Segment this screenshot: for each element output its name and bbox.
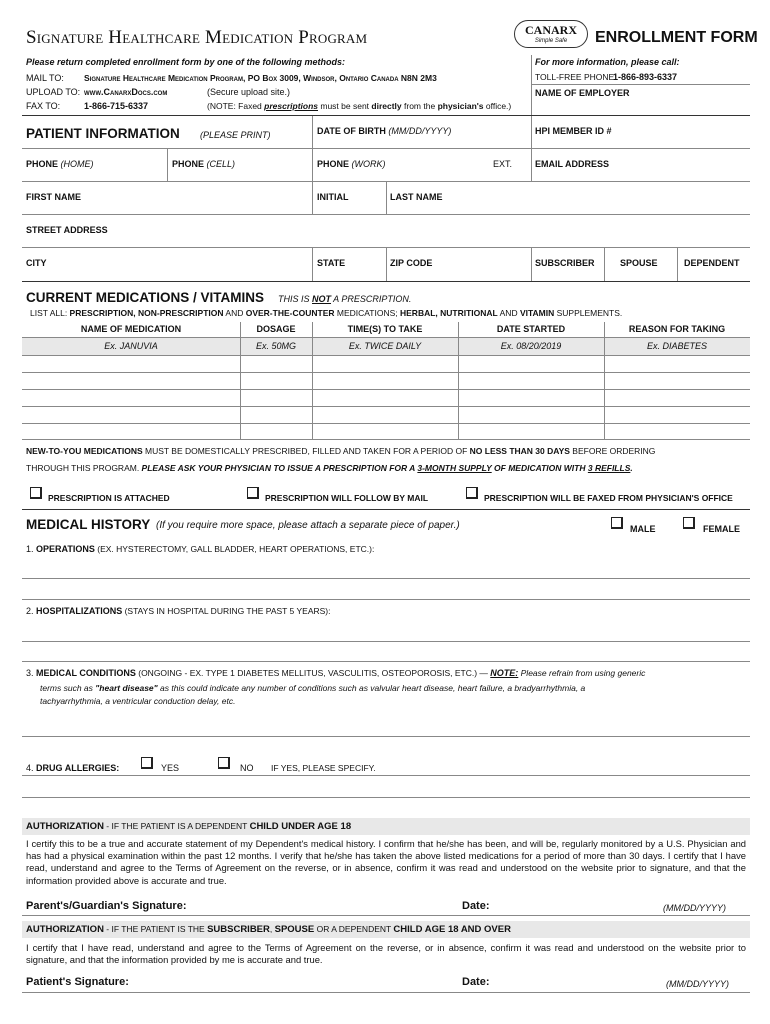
hpi-label: HPI MEMBER ID # [535,126,612,136]
email-label: EMAIL ADDRESS [535,159,610,169]
medications-heading-note: THIS IS NOT A PRESCRIPTION. [278,294,412,304]
fax-label: FAX TO: [26,101,61,111]
drug-allergies-line[interactable] [22,797,750,798]
city-label: CITY [26,258,47,268]
prescription-fax-label: PRESCRIPTION WILL BE FAXED FROM PHYSICIAN'S OFFICE [484,493,733,503]
example-medication: Ex. JANUVIA [104,341,158,351]
dob-label: DATE OF BIRTH (MM/DD/YYYY) [317,126,452,136]
dependent-label[interactable]: DEPENDENT [684,258,740,268]
patient-heading: PATIENT INFORMATION [26,126,180,141]
prescription-attached-label: PRESCRIPTION IS ATTACHED [48,493,170,503]
guardian-date-label: Date: [462,900,490,912]
drug-allergies-line[interactable] [22,775,750,776]
phone-work-label: PHONE (WORK) [317,159,386,169]
ask-physician-notice: THROUGH THIS PROGRAM. PLEASE ASK YOUR PHYSICIAN TO ISSUE A PRESCRIPTION FOR A 3-MONTH SUPPLY OF MEDICATION WITH 3 REFILLS. [26,463,633,473]
program-title: Signature Healthcare Medication Program [26,27,368,48]
first-name-label: FIRST NAME [26,192,81,202]
medication-row-line[interactable] [22,372,750,373]
auth-subscriber-heading: AUTHORIZATION - IF THE PATIENT IS THE SUBSCRIBER, SPOUSE OR A DEPENDENT CHILD AGE 18 AND OVER [26,924,511,935]
allergies-yes-checkbox[interactable] [141,757,153,769]
allergies-no-label: NO [240,763,254,773]
patient-signature-line[interactable] [22,992,750,993]
patient-date-format: (MM/DD/YYYY) [666,979,729,989]
guardian-date-format: (MM/DD/YYYY) [663,903,726,913]
upload-label: UPLOAD TO: [26,87,81,97]
history-heading: MEDICAL HISTORY [26,517,151,532]
male-label: MALE [630,524,656,534]
example-dosage: Ex. 50MG [255,341,296,351]
street-label: STREET ADDRESS [26,225,108,235]
medications-heading: CURRENT MEDICATIONS / VITAMINS [26,290,264,305]
allergies-specify-label: IF YES, PLEASE SPECIFY. [271,763,376,773]
col-times-to-take: TIME(S) TO TAKE [347,324,423,334]
fax-note: (NOTE: Faxed prescriptions must be sent directly from the physician's office.) [207,101,512,111]
ext-label: EXT. [493,159,513,169]
example-date: Ex. 08/20/2019 [500,341,562,351]
logo-subtext: Simple Safe [534,38,568,44]
guardian-signature-line[interactable] [22,915,750,916]
female-checkbox[interactable] [683,517,695,529]
initial-label: INITIAL [317,192,349,202]
allergies-yes-label: YES [161,763,180,773]
subscriber-label[interactable]: SUBSCRIBER [535,258,595,268]
auth-subscriber-text: I certify that I have read, understand and agree to the Terms of Agreement on the reverse, or in absence, confirm it was read and understood on the website prior to signature, and that the information provided by me is accurate and true. [26,942,746,966]
new-to-you-notice: NEW-TO-YOU MEDICATIONS MUST BE DOMESTICALLY PRESCRIBED, FILLED AND TAKEN FOR A PERIOD OF NO LESS THAN 30 DAYS BEFORE ORDERING [26,446,656,456]
medication-row-line[interactable] [22,406,750,407]
patient-heading-note: (PLEASE PRINT) [200,130,271,140]
mail-address: Signature Healthcare Medication Program, PO Box 3009, Windsor, Ontario Canada N8N 2M3 [84,73,437,83]
phone-cell-label: PHONE (CELL) [172,159,236,169]
prescription-mail-label: PRESCRIPTION WILL FOLLOW BY MAIL [265,493,429,503]
state-label: STATE [317,258,346,268]
employer-label: NAME OF EMPLOYER [535,88,630,98]
medication-row-line[interactable] [22,389,750,390]
example-reason: Ex. DIABETES [646,341,708,351]
upload-note: (Secure upload site.) [207,87,291,97]
hospitalizations-line[interactable] [22,661,750,662]
guardian-signature-label: Parent's/Guardian's Signature: [26,900,187,912]
tollfree-number: 1-866-893-6337 [613,72,678,82]
prescription-attached-checkbox[interactable] [30,487,42,499]
tollfree-label: TOLL-FREE PHONE: [535,72,617,82]
last-name-label: LAST NAME [390,192,443,202]
q3-note-line2: terms such as "heart disease" as this could indicate any number of conditions such as valvular heart disease, heart failure, a bradyarrhythmia, a [40,683,586,693]
auth-dependent-heading: AUTHORIZATION - IF THE PATIENT IS A DEPENDENT CHILD UNDER AGE 18 [26,821,352,832]
medication-row-line[interactable] [22,439,750,440]
q3-note-line3: tachyarrhythmia, a ventricular conduction delay, etc. [40,696,236,706]
form-title: ENROLLMENT FORM [595,29,758,46]
fax-number: 1-866-715-6337 [84,101,149,111]
patient-date-label: Date: [462,976,490,988]
info-heading: For more information, please call: [535,57,680,67]
return-instructions: Please return completed enrollment form by one of the following methods: [26,57,346,67]
operations-line[interactable] [22,599,750,600]
col-dosage: DOSAGE [256,324,296,334]
allergies-no-checkbox[interactable] [218,757,230,769]
col-name-of-medication: NAME OF MEDICATION [80,324,182,334]
upload-site[interactable]: www.CanarxDocs.com [84,87,168,97]
medication-row-line[interactable] [22,423,750,424]
zip-label: ZIP CODE [390,258,433,268]
col-reason-for-taking: REASON FOR TAKING [628,324,726,334]
q1-operations: 1. OPERATIONS (EX. HYSTERECTOMY, GALL BLADDER, HEART OPERATIONS, ETC.): [26,544,375,554]
female-label: FEMALE [703,524,740,534]
history-heading-note: (If you require more space, please attach a separate piece of paper.) [156,520,460,531]
patient-signature-label: Patient's Signature: [26,976,129,988]
q4-drug-allergies: 4. DRUG ALLERGIES: [26,763,120,773]
mail-label: MAIL TO: [26,73,64,83]
example-times: Ex. TWICE DAILY [348,341,422,351]
phone-home-label: PHONE (HOME) [26,159,94,169]
q3-medical-conditions: 3. MEDICAL CONDITIONS (ONGOING - EX. TYPE 1 DIABETES MELLITUS, VASCULITIS, OSTEOPOROSIS, ETC.) — NOTE: Please refrain from using generic [26,668,646,678]
medical-conditions-line[interactable] [22,736,750,737]
auth-dependent-text: I certify this to be a true and accurate statement of my Dependent's medical history. I confirm that he/she has been, and will be, regularly monitored by a U.S. Physician and has had a physical examination within the past 12 months. I verify that he/she has taken the above listed medications for a period of more than 30 days. I certify that I have read, understand and agree to the Terms of Agreement on the reverse, or in absence, confirm it was read and understood on the website prior to signature, and that the information provided above is accurate and true. [26,838,746,886]
prescription-fax-checkbox[interactable] [466,487,478,499]
spouse-label[interactable]: SPOUSE [620,258,658,268]
operations-line[interactable] [22,578,750,579]
hospitalizations-line[interactable] [22,641,750,642]
q2-hospitalizations: 2. HOSPITALIZATIONS (STAYS IN HOSPITAL DURING THE PAST 5 YEARS): [26,606,331,616]
list-all-instructions: LIST ALL: PRESCRIPTION, NON-PRESCRIPTION AND OVER-THE-COUNTER MEDICATIONS; HERBAL, NUTRITIONAL AND VITAMIN SUPPLEMENTS. [30,308,623,318]
canarx-logo [514,20,588,48]
col-date-started: DATE STARTED [496,324,566,334]
prescription-mail-checkbox[interactable] [247,487,259,499]
logo-text: CANARX [525,23,577,37]
male-checkbox[interactable] [611,517,623,529]
